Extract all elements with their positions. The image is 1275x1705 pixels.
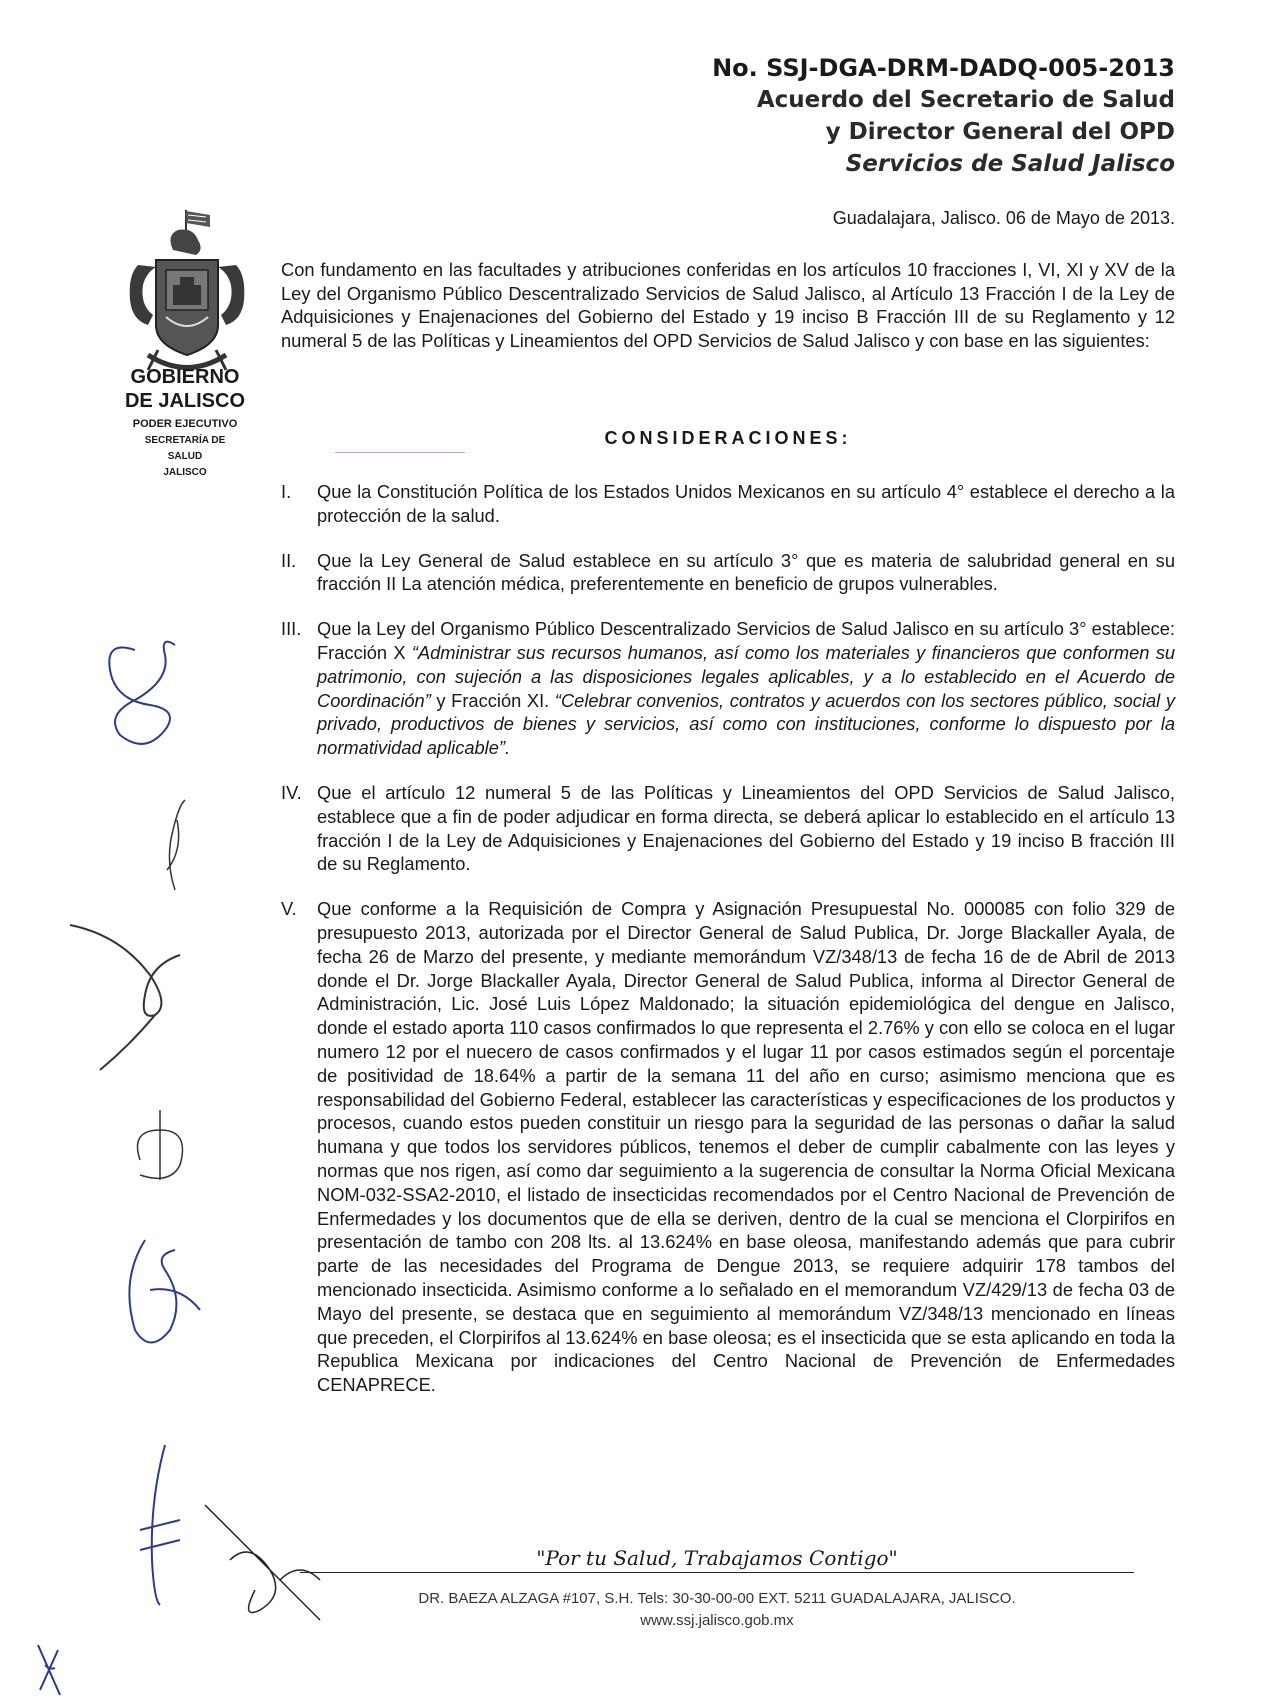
gov-line-4: SECRETARÍA DE (144, 435, 226, 446)
item-number: IV. (281, 781, 302, 803)
item-text-part: Que la Ley del Organismo Público Descentralizado Servicios de Salud Jalisco en su artículo 3° establece: Fracción X (317, 618, 1175, 663)
list-item (281, 549, 1175, 597)
title-line-1: Acuerdo del Secretario de Salud (756, 87, 1175, 113)
considerations-title: CONSIDERACIONES: (604, 428, 852, 448)
signature-8 (30, 1640, 70, 1705)
item-number: V. (281, 898, 297, 920)
item-text: Que la Ley General de Salud establece en su artículo 3° que es materia de salubridad general en su fracción II La atención médica, preferentemente en beneficio de grupos vulnerables. (317, 549, 1175, 595)
gov-line-3: PODER EJECUTIVO (132, 418, 238, 430)
gov-line-6: JALISCO (163, 467, 207, 478)
signature-4 (120, 1100, 200, 1195)
item-quote: “Administrar sus recursos humanos, así como los materiales y financieros que conformen su patrimonio, con sujeción a las disposiciones legales aplicables, y a lo establecido en el Acuerdo de Coordinación” (317, 641, 1176, 711)
item-text: Que la Constitución Política de los Estados Unidos Mexicanos en su artículo 4° establece el derecho a la protección de la salud. (317, 481, 1175, 526)
list-item (281, 781, 1175, 876)
decorative-line (335, 452, 465, 453)
list-item (281, 617, 1175, 760)
considerations-list (281, 480, 1175, 1418)
footer-address: DR. BAEZA ALZAGA #107, S.H. Tels: 30-30-00-00 EXT. 5211 GUADALAJARA, JALISCO. (418, 1590, 1016, 1607)
document-number: No. SSJ-DGA-DRM-DADQ-005-2013 (712, 54, 1175, 82)
gov-line-2: DE JALISCO (124, 390, 246, 412)
item-text: Que el artículo 12 numeral 5 de las Políticas y Lineamientos del OPD Servicios de Salud Jalisco, establece que a fin de poder adjudicar en forma directa, se deberá aplicar lo establecido en el artículo 13 fracción I de la Ley de Adquisiciones y Enajenaciones del Gobierno del Estado y 19 inciso B fracción III de su Reglamento. (317, 781, 1175, 875)
gov-line-1: GOBIERNO (130, 366, 240, 388)
footer-motto: "Por tu Salud, Trabajamos Contigo" (536, 1546, 898, 1570)
gov-line-5: SALUD (167, 451, 203, 462)
signature-1 (95, 630, 195, 765)
footer-divider (300, 1572, 1134, 1573)
signature-5 (110, 1230, 210, 1365)
signature-2 (155, 790, 195, 905)
list-item (281, 897, 1175, 1397)
signature-7 (200, 1500, 340, 1645)
item-quote: “Celebrar convenios, contratos y acuerdos con los sectores público, social y privado, productivos de bienes y servicios, así como con instituciones, conforme lo dispuesto por la normatividad aplicable”. (317, 689, 1175, 759)
coat-of-arms-icon (118, 205, 268, 390)
footer-website: www.ssj.jalisco.gob.mx (640, 1612, 794, 1629)
item-number: III. (281, 618, 302, 640)
item-text-part: y Fracción XI. (430, 689, 555, 711)
document-header (712, 52, 1175, 180)
signature-6 (130, 1440, 190, 1615)
government-label (100, 365, 270, 479)
title-line-3: Servicios de Salud Jalisco (845, 151, 1175, 177)
title-line-2: y Director General del OPD (825, 119, 1175, 145)
document-date: Guadalajara, Jalisco. 06 de Mayo de 2013. (832, 208, 1175, 228)
item-text: Que conforme a la Requisición de Compra y Asignación Presupuestal No. 000085 con folio 329 de presupuesto 2013, autorizada por el Director General de Salud Publica, Dr. Jorge Blackaller Ayala, de fecha 26 de Marzo del presente, y mediante memorándum VZ/348/13 de fecha 16 de de Abril de 2013 donde el Dr. Jorge Blackaller Ayala, Director General de Salud Publica, informa al Director General de Administración, Lic. José Luis López Maldonado; la situación epidemiológica del dengue en Jalisco, donde el estado aporta 110 casos confirmados lo que representa el 2.76% y con ello se coloca en el lugar numero 12 por el nuecero de casos confirmados y el lugar 11 por casos estimados según el porcentaje de positividad de 18.64% a partir de la semana 11 del año en curso; asimismo menciona que es responsabilidad del Gobierno Federal, establecer las características y especificaciones de los productos y procesos, cuando estos pueden constituir un riesgo para la seguridad de las personas o dañar la salud humana y que todos los servidores públicos, tenemos el deber de cumplir cabalmente con las leyes y normas que nos rigen, así como dar seguimiento a la sugerencia de consultar la Norma Oficial Mexicana NOM-032-SSA2-2010, el listado de insecticidas recomendados por el Centro Nacional de Prevención de Enfermedades y los documentos que de ella se deriven, dentro de la cual se menciona el Clorpirifos en presentación de tambo con 208 lts. al 13.624% en base oleosa, manifestando además que para cubrir parte de las necesidades del Programa de Dengue 2013, se requiere adquirir 178 tambos del mencionado insecticida. Asimismo conforme a lo señalado en el memorandum VZ/429/13 de fecha 03 de Mayo del presente, se destaca que en seguimiento al memorándum VZ/348/13 mencionado en líneas que preceden, el Clorpirifos al 13.624% en base oleosa; es el insecticida que se esta aplicando en toda la Republica Mexicana por indicaciones del Centro Nacional de Prevención de Enfermedades CENAPRECE. (317, 898, 1175, 1396)
intro-paragraph: Con fundamento en las facultades y atribuciones conferidas en los artículos 10 fracciones I, VI, XI y XV de la Ley del Organismo Público Descentralizado Servicios de Salud Jalisco, al Artículo 13 Fracción I de la Ley de Adquisiciones y Enajenaciones del Gobierno del Estado y 19 inciso B Fracción III de su Reglamento y 12 numeral 5 de las Políticas y Lineamientos del OPD Servicios de Salud Jalisco y con base en las siguientes: (281, 259, 1175, 351)
signature-3 (60, 915, 210, 1080)
item-number: II. (281, 549, 297, 571)
list-item (281, 480, 1175, 528)
item-number: I. (281, 481, 292, 502)
